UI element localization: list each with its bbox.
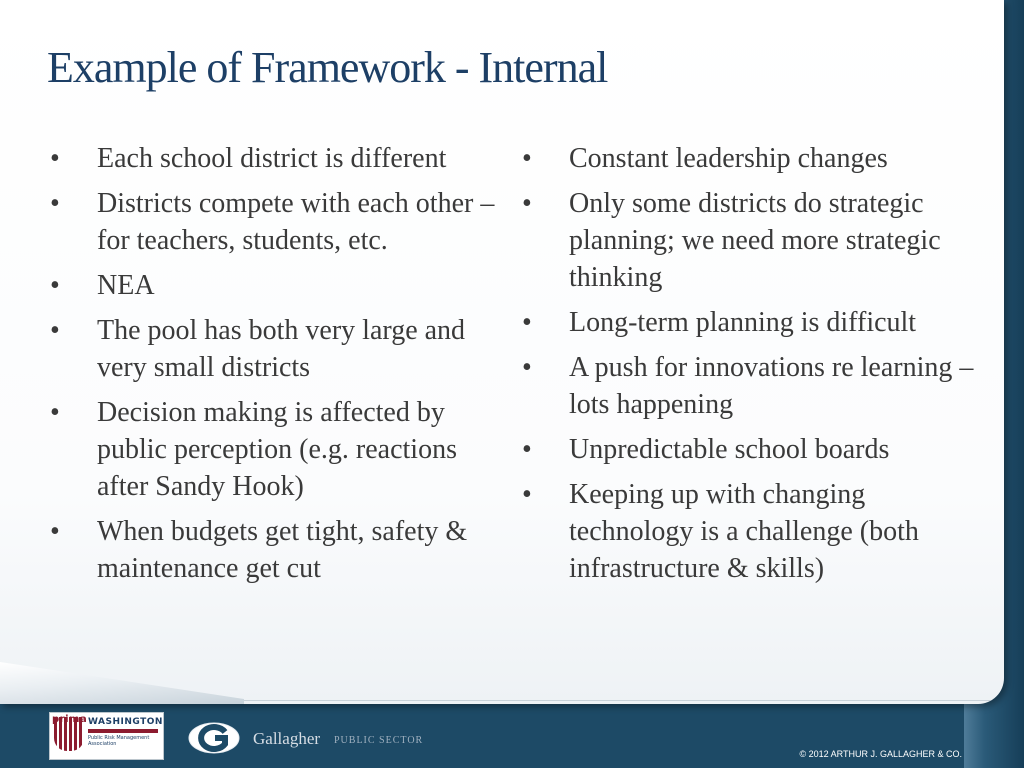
prima-subtitle: Public Risk Management Association bbox=[88, 735, 150, 747]
bullet-text: The pool has both very large and very small districts bbox=[97, 315, 466, 383]
bullet-text: Constant leadership changes bbox=[569, 143, 888, 174]
bullet-text: Decision making is affected by public perception (e.g. reactions after Sandy Hook) bbox=[97, 397, 457, 502]
bullet-icon: • bbox=[50, 315, 60, 346]
bullet-text: A push for innovations re learning – lots happening bbox=[569, 352, 974, 420]
bullet-icon: • bbox=[522, 434, 532, 465]
right-bullet-list bbox=[522, 140, 982, 595]
bullet-item bbox=[522, 349, 982, 423]
left-bullet-list bbox=[50, 140, 510, 595]
bullet-icon: • bbox=[50, 188, 60, 219]
bullet-item bbox=[50, 394, 510, 505]
gallagher-logo bbox=[187, 721, 427, 755]
bullet-text: Long-term planning is difficult bbox=[569, 307, 917, 338]
page-curl-decoration bbox=[0, 662, 244, 704]
bullet-text: Unpredictable school boards bbox=[569, 434, 890, 465]
bullet-text: When budgets get tight, safety & maintenance get cut bbox=[97, 516, 468, 584]
bullet-icon: • bbox=[522, 143, 532, 174]
bullet-item bbox=[50, 140, 510, 177]
bullet-icon: • bbox=[50, 397, 60, 428]
bullet-text: Each school district is different bbox=[97, 143, 447, 174]
bullet-icon: • bbox=[50, 143, 60, 174]
bullet-item bbox=[522, 304, 982, 341]
copyright-text: © 2012 ARTHUR J. GALLAGHER & CO. bbox=[799, 749, 962, 759]
gallagher-name: Gallagher bbox=[253, 729, 321, 748]
bullet-icon: • bbox=[522, 188, 532, 219]
bullet-item bbox=[522, 185, 982, 296]
bullet-text: Only some districts do strategic planning; we need more strategic thinking bbox=[569, 188, 941, 293]
prima-mark-text: prima bbox=[52, 714, 88, 725]
bullet-text: Keeping up with changing technology is a challenge (both infrastructure & skills) bbox=[569, 479, 919, 584]
bullet-item bbox=[522, 476, 982, 587]
prima-name: WASHINGTON bbox=[88, 717, 163, 727]
bullet-icon: • bbox=[50, 516, 60, 547]
bullet-item bbox=[522, 140, 982, 177]
prima-band bbox=[88, 729, 158, 733]
bullet-icon: • bbox=[50, 270, 60, 301]
bullet-text: NEA bbox=[97, 270, 155, 301]
bullet-text: Districts compete with each other – for teachers, students, etc. bbox=[97, 188, 495, 256]
bullet-item bbox=[50, 267, 510, 304]
prima-washington-logo bbox=[49, 712, 164, 760]
bullet-icon: • bbox=[522, 479, 532, 510]
gallagher-sector: PUBLIC SECTOR bbox=[334, 735, 424, 746]
bullet-item bbox=[522, 431, 982, 468]
card-divider bbox=[244, 700, 1004, 701]
bullet-icon: • bbox=[522, 352, 532, 383]
bullet-item bbox=[50, 312, 510, 386]
bullet-item bbox=[50, 185, 510, 259]
bullet-item bbox=[50, 513, 510, 587]
bullet-icon: • bbox=[522, 307, 532, 338]
slide-title: Example of Framework - Internal bbox=[47, 43, 608, 92]
gallagher-globe-icon bbox=[187, 721, 243, 755]
